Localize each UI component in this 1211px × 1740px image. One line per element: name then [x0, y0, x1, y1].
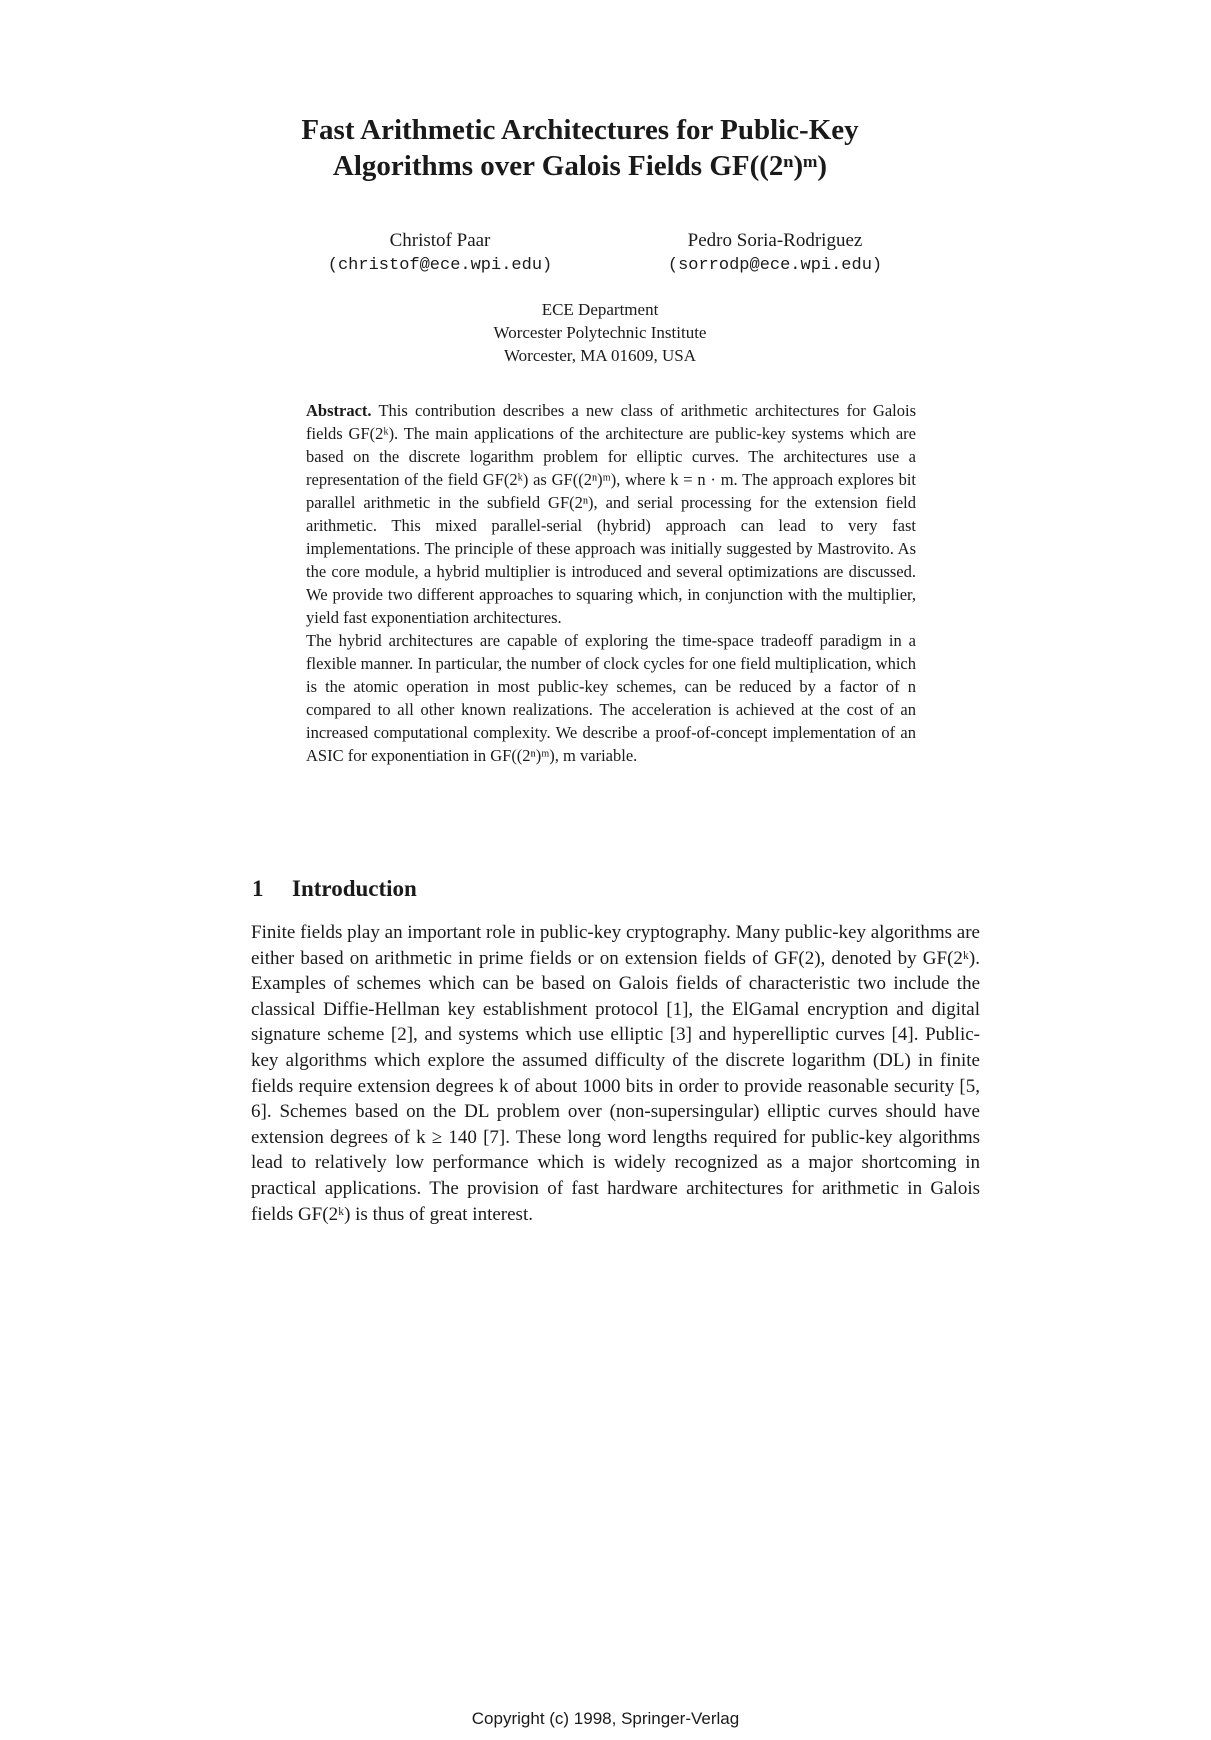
affiliation-address: Worcester, MA 01609, USA	[503, 346, 696, 365]
copyright-footer: Copyright (c) 1998, Springer-Verlag	[471, 1709, 740, 1728]
section-title: Introduction	[292, 876, 417, 901]
affiliation	[420, 298, 780, 367]
affiliation-department: ECE Department	[541, 300, 659, 319]
author-1-name: Christof Paar	[389, 230, 491, 251]
title-line-2: Algorithms over Galois Fields GF((2ⁿ)ᵐ)	[332, 150, 828, 182]
abstract	[306, 399, 916, 767]
author-2-email: (sorrodp@ece.wpi.edu)	[667, 256, 883, 275]
section-heading	[252, 876, 417, 902]
section-body	[251, 920, 980, 1227]
author-2	[620, 228, 930, 278]
affiliation-institute: Worcester Polytechnic Institute	[493, 323, 707, 342]
body-paragraph: Finite fields play an important role in public-key cryptography. Many public-key algorithms are either based on arithmetic in prime fields or on extension fields of GF(2), denoted by GF(2ᵏ). Examples of schemes which can be based on Galois fields of characteristic two include the classical Diffie-Hellman key establishment protocol [1], the ElGamal encryption and digital signature scheme [2], and systems which use elliptic [3] and hyperelliptic curves [4]. Public-key algorithms which explore the assumed difficulty of the discrete logarithm (DL) in finite fields require extension degrees k of about 1000 bits in order to provide reasonable security [5, 6]. Schemes based on the DL problem over (non-supersingular) elliptic curves should have extension degrees of k ≥ 140 [7]. These long word lengths required for public-key algorithms lead to relatively low performance which is widely recognized as a major shortcoming in practical applications. The provision of fast hardware architectures for arithmetic in Galois fields GF(2ᵏ) is thus of great interest.	[251, 922, 980, 1225]
paper-title	[220, 112, 940, 184]
title-line-1: Fast Arithmetic Architectures for Public-Key	[301, 114, 859, 146]
author-1-email: (christof@ece.wpi.edu)	[327, 256, 553, 275]
abstract-label: Abstract.	[306, 401, 372, 420]
abstract-text-1: This contribution describes a new class of arithmetic architectures for Galois fields GF(2ᵏ). The main applications of the architecture are public-key systems which are based on the discrete logarithm problem for elliptic curves. The architectures use a representation of the field GF(2ᵏ) as GF((2ⁿ)ᵐ), where k = n · m. The approach explores bit parallel arithmetic in the subfield GF(2ⁿ), and serial processing for the extension field arithmetic. This mixed parallel-serial (hybrid) approach can lead to very fast implementations. The principle of these approach was initially suggested by Mastrovito. As the core module, a hybrid multiplier is introduced and several optimizations are discussed. We provide two different approaches to squaring which, in conjunction with the multiplier, yield fast exponentiation architectures.	[306, 401, 917, 627]
section-number: 1	[252, 876, 264, 901]
abstract-paragraph-1	[306, 399, 916, 629]
abstract-paragraph-2: The hybrid architectures are capable of exploring the time-space tradeoff paradigm in a flexible manner. In particular, the number of clock cycles for one field multiplication, which is the atomic operation in most public-key schemes, can be reduced by a factor of n compared to all other known realizations. The acceleration is achieved at the cost of an increased computational complexity. We describe a proof-of-concept implementation of an ASIC for exponentiation in GF((2ⁿ)ᵐ), m variable.	[306, 631, 916, 765]
author-1	[300, 228, 580, 278]
author-2-name: Pedro Soria-Rodriguez	[687, 230, 863, 251]
